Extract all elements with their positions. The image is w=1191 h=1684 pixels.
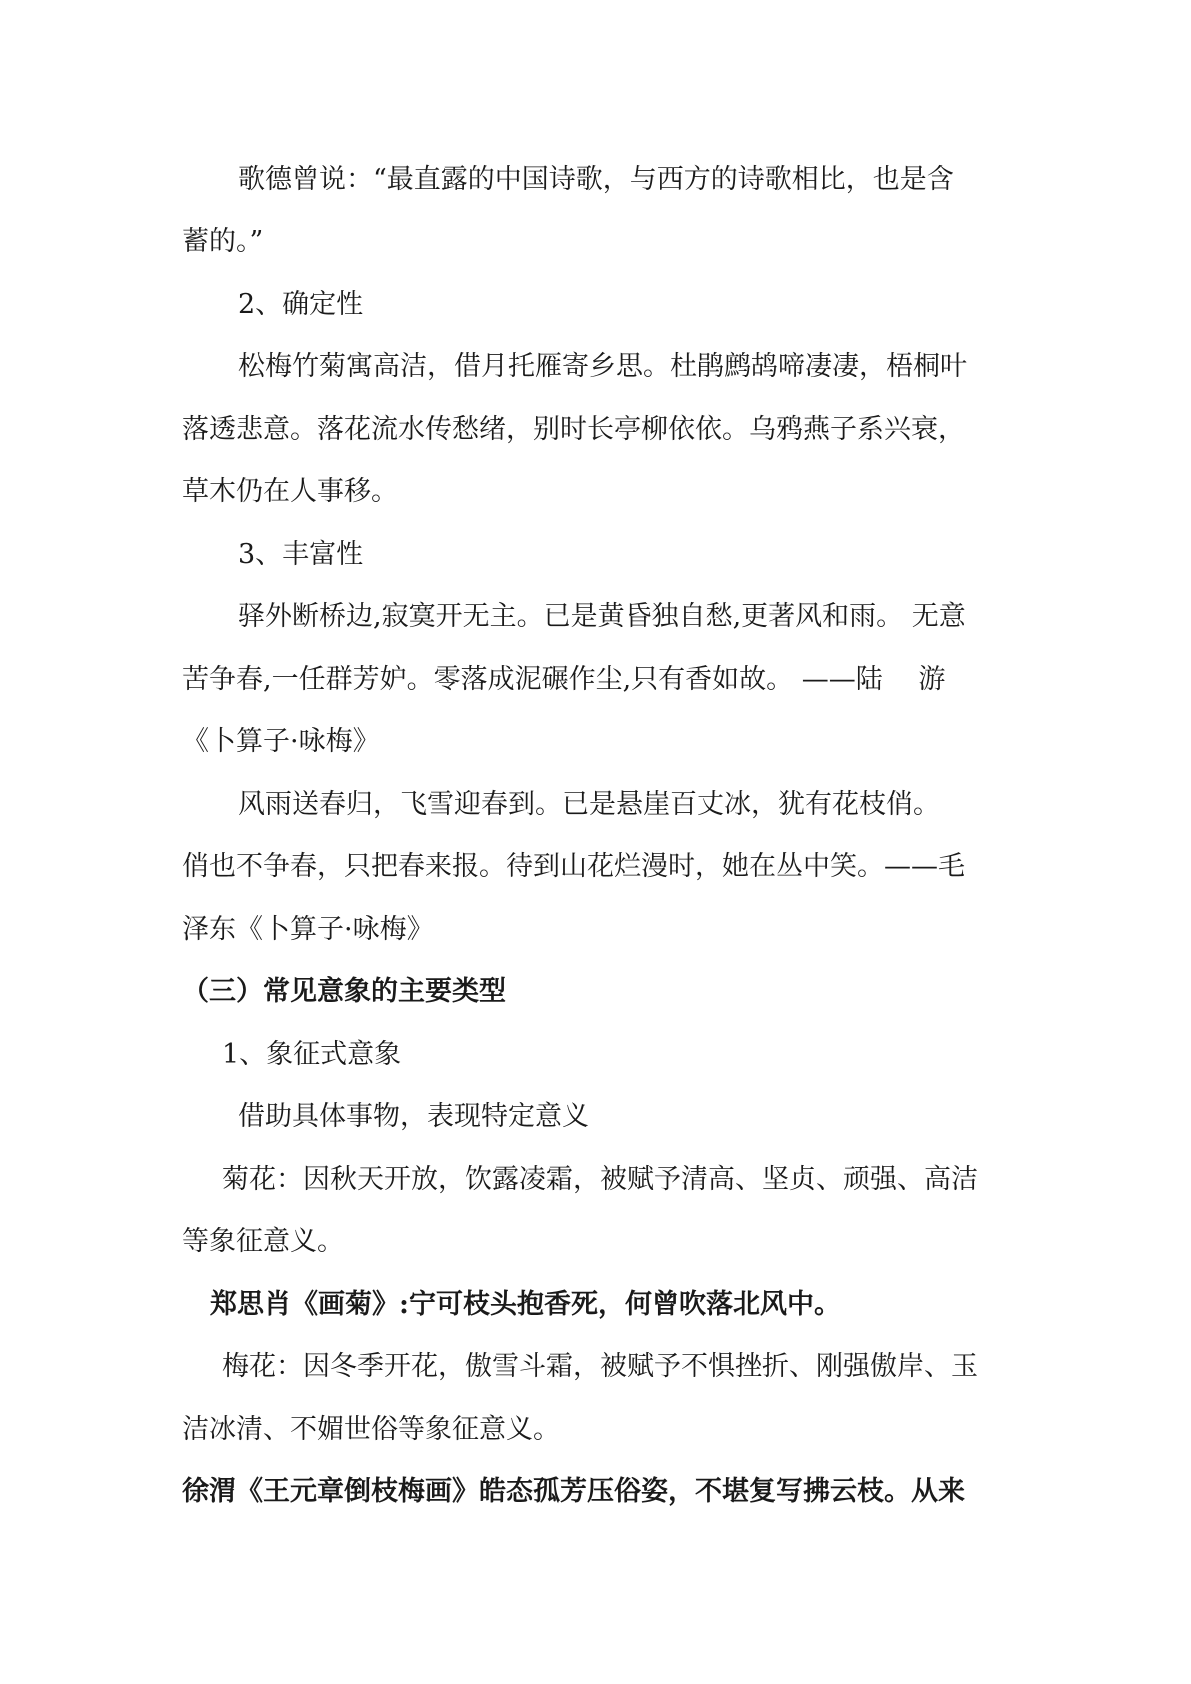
paragraph-plum-line-2: 洁冰清、不媚世俗等象征意义。 — [182, 1414, 560, 1445]
quote-zhengsixiao: 郑思肖《画菊》:宁可枝头抱香死，何曾吹落北风中。 — [210, 1289, 841, 1320]
poem-maozedong-line-3: 泽东《卜算子·咏梅》 — [182, 914, 434, 945]
paragraph-chrysanthemum-line-1: 菊花：因秋天开放，饮露凌霜，被赋予清高、坚贞、顽强、高洁 — [222, 1164, 978, 1195]
poem-luyou-line-2: 苦争春,一任群芳妒。零落成泥碾作尘,只有香如故。 ——陆 游 — [182, 664, 946, 695]
section-heading-types: （三）常见意象的主要类型 — [182, 976, 506, 1007]
paragraph-certainty-line-3: 草木仍在人事移。 — [182, 476, 398, 507]
paragraph-plum-line-1: 梅花：因冬季开花，傲雪斗霜，被赋予不惧挫折、刚强傲岸、玉 — [222, 1351, 978, 1382]
paragraph-goethe-line-1: 歌德曾说：“最直露的中国诗歌，与西方的诗歌相比，也是含 — [238, 164, 954, 195]
heading-richness: 3、丰富性 — [238, 539, 364, 570]
paragraph-goethe-line-2: 蓄的。” — [182, 226, 264, 257]
quote-xuwei: 徐渭《王元章倒枝梅画》皓态孤芳压俗姿，不堪复写拂云枝。从来 — [182, 1476, 965, 1507]
paragraph-certainty-line-1: 松梅竹菊寓高洁，借月托雁寄乡思。杜鹃鹧鸪啼凄凄，梧桐叶 — [238, 351, 967, 382]
heading-certainty: 2、确定性 — [238, 289, 364, 320]
paragraph-certainty-line-2: 落透悲意。落花流水传愁绪，别时长亭柳依依。乌鸦燕子系兴衰， — [182, 414, 965, 445]
heading-symbolic-imagery: 1、象征式意象 — [222, 1039, 402, 1070]
paragraph-chrysanthemum-line-2: 等象征意义。 — [182, 1226, 344, 1257]
poem-maozedong-line-1: 风雨送春归，飞雪迎春到。已是悬崖百丈冰，犹有花枝俏。 — [238, 789, 940, 820]
definition-symbolic-imagery: 借助具体事物，表现特定意义 — [238, 1101, 589, 1132]
poem-maozedong-line-2: 俏也不争春，只把春来报。待到山花烂漫时，她在丛中笑。——毛 — [182, 851, 965, 882]
poem-luyou-title: 《卜算子·咏梅》 — [182, 726, 380, 757]
poem-luyou-line-1: 驿外断桥边,寂寞开无主。已是黄昏独自愁,更著风和雨。 无意 — [238, 601, 966, 632]
